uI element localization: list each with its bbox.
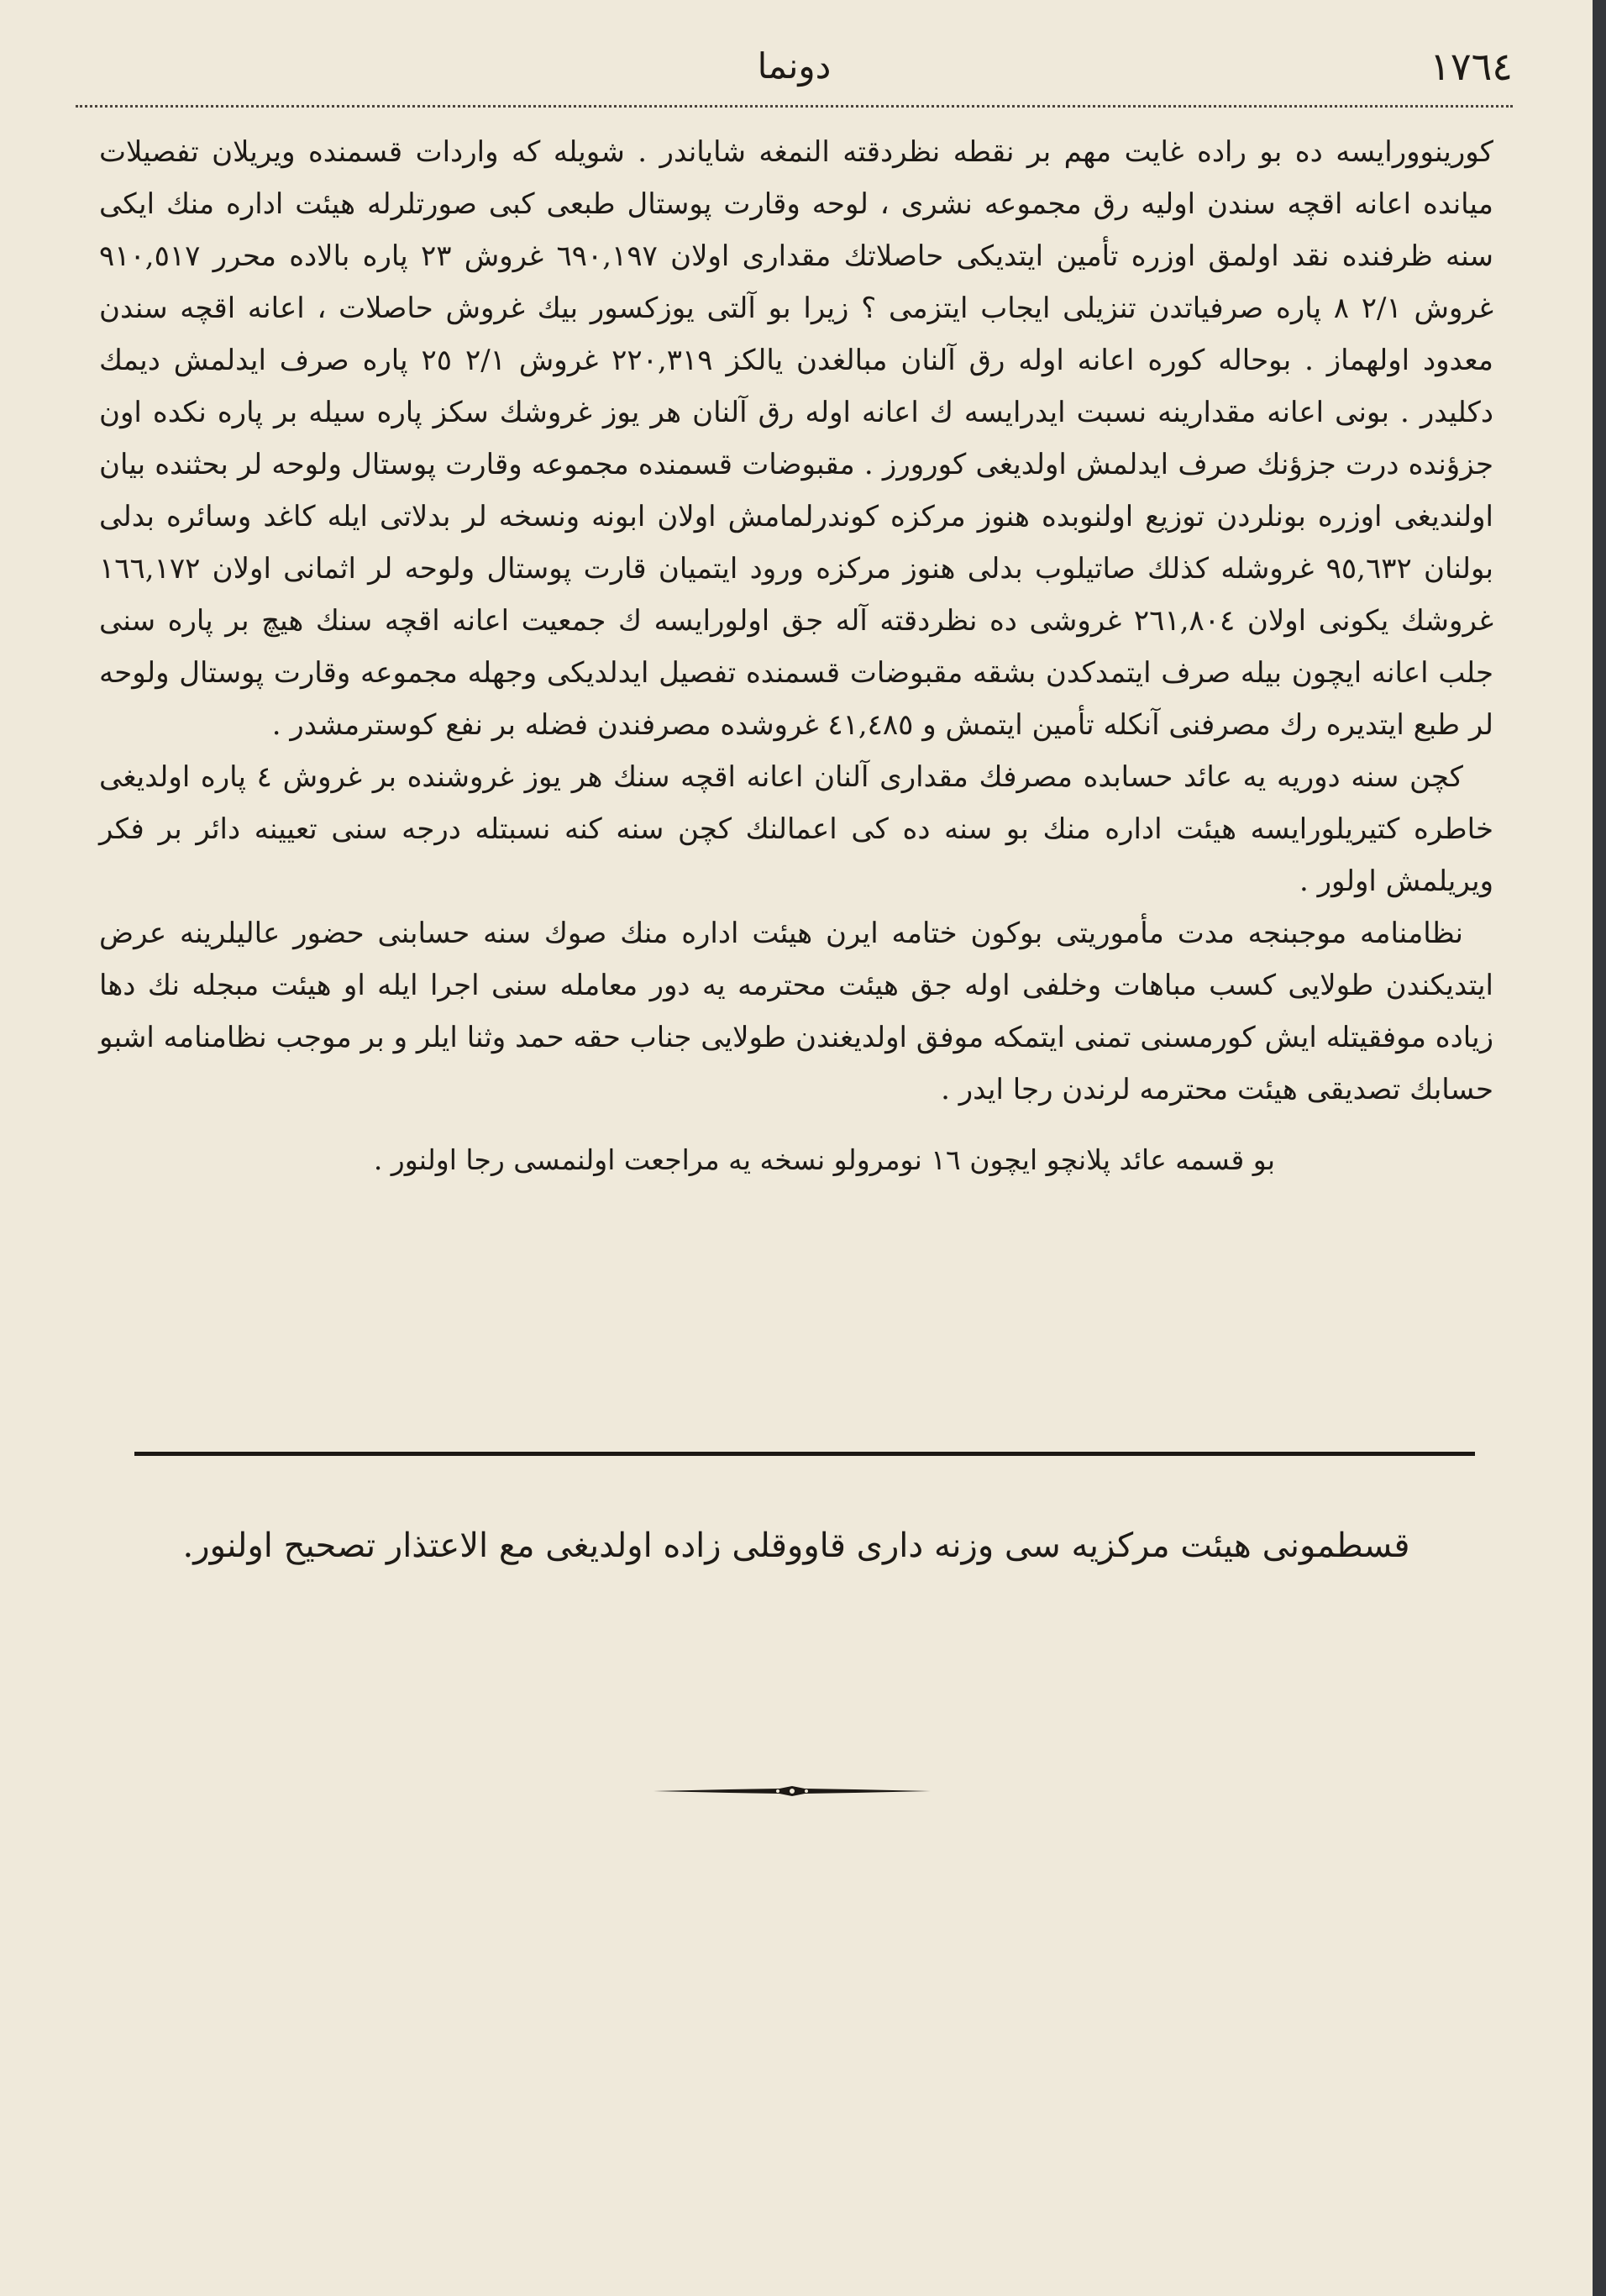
paragraph-1: كورينوورايسه ده بو راده غايت مهم بر نقطه نظردقته النمغه شاياندر . شويله كه واردات قسمنده ويريلان تفصيلات ميانده اعانه اقچه سندن اوليه رق مجموعه نشرى ، لوحه وقارت پوستال طبعى كبى صورتلرله هيئت اداره منك ايكى سنه ظرفنده نقد اولمق اوزره تأمين ايتديكى حاصلاتك مقدارى اولان ٦٩٠,١٩٧ غروش ٢٣ پاره بالاده محرر ٩١٠,٥١٧ غروش ٢/١ ٨ پاره صرفياتدن تنزيلى ايجاب ايتزمى ؟ زيرا بو آلتى يوزكسور بيك غروش حاصلات ، اعانه اقچه سندن معدود اولهماز . بوحاله كوره اعانه اوله رق آلنان مبالغدن يالكز ٢٢٠,٣١٩ غروش ٢/١ ٢٥ پاره صرف ايدلمش ديمك دكليدر . بونى اعانه مقدارينه نسبت ايدرايسه ك اعانه اوله رق آلنان هر يوز غروشك سكز پاره سيله بر پاره نكده اون جزؤنده درت جزؤنك صرف ايدلمش اولديغى كورورز . مقبوضات قسمنده مجموعه وقارت پوستال ولوحه لر بحثنده بيان اولنديغى اوزره بونلردن توزيع اولنوبده هنوز مركزه كوندرلمامش اولان ابونه ونسخه لر بدلاتى ايله كاغد وسائره بدلى بولنان ٩٥,٦٣٢ غروشله كذلك صاتيلوب بدلى هنوز مركزه ورود ايتميان قارت پوستال ولوحه لر اثمانى اولان ١٦٦,١٧٢ غروشك يكونى اولان ٢٦١,٨٠٤ غروشى ده نظردقته آله جق اولورايسه ك جمعيت اعانه اقچه سنك هيچ بر پاره سنى جلب اعانه ايچون بيله صرف ايتمدكدن بشقه مقبوضات قسمنده تفصيل ايدلديكى وجهله مجموعه وقارت پوستال ولوحه لر طبع ايتديره رك مصرفنى آنكله تأمين ايتمش و ٤١,٤٨٥ غروشده مصرفندن فضله بر نفع كوسترمشدر . <box>99 135 1494 742</box>
scan-edge <box>1593 0 1606 2296</box>
running-title: دونما <box>757 45 832 87</box>
correction-notice: قسطمونى هيئت مركزيه سى وزنه دارى قاووقلى زاده اولديغى مع الاعتذار تصحيح اولنور. <box>182 1526 1410 1565</box>
paragraph-3: نظامنامه موجبنجه مدت مأموريتى بوكون ختامه ايرن هيئت اداره منك صوك سنه حسابنى حضور عاليلرينه عرض ايتديكندن طولايى كسب مباهات وخلفى اوله جق هيئت محترمه يه دور معامله سنى اجرا ايله او هيئت مبجله نك دها زياده موفقيتله ايش كورمسنى تمنى ايتمكه موفق اولديغندن طولايى جناب حقه حمد وثنا ايلر و بر موجب نظامنامه اشبو حسابك تصديقى هيئت محترمه لرندن رجا ايدر . <box>99 917 1493 1106</box>
section-divider-rule <box>134 1452 1475 1456</box>
page-header <box>76 34 1513 101</box>
header-dotted-rule <box>76 105 1513 108</box>
ornamental-rule <box>653 1781 931 1801</box>
plate-reference-note: بو قسمه عائد پلانچو ايچون ١٦ نومرولو نسخه يه مراجعت اولنمسى رجا اولنور . <box>373 1143 1275 1176</box>
paragraph-2: كچن سنه دوريه يه عائد حسابده مصرفك مقدارى آلنان اعانه اقچه سنك هر يوز غروشنده بر غروش ٤ پاره اولديغى خاطره كتيريلورايسه هيئت اداره منك بو سنه ده كى اعمالنك كچن سنه كنه نسبتله درجه سنى تعيينه دائر بر فكر ويريلمش اولور . <box>99 760 1493 898</box>
page-number: ١٧٦٤ <box>1430 44 1513 89</box>
body-text <box>99 126 1493 1186</box>
